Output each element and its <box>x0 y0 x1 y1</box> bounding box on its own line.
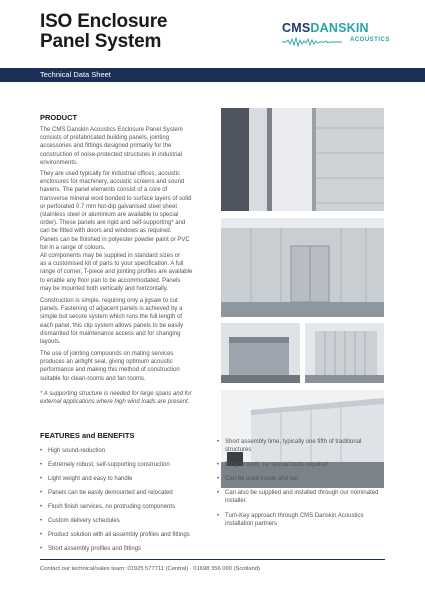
product-paragraph-line: enclosures for machinery, acoustic screens and sound <box>40 179 185 186</box>
bullet-icon: • <box>40 504 43 510</box>
bullet-icon: • <box>40 546 43 552</box>
product-paragraph-line: The use of jointing compounds on mating services <box>40 351 174 357</box>
product-paragraph-line: performance and making this method of construction <box>40 367 180 374</box>
product-paragraph-line: as a customised kit of parts to your specification. A full <box>40 261 184 268</box>
features-heading: FEATURES and BENEFITS <box>40 431 135 440</box>
feature-text: Flush finish services, no protruding components <box>48 504 176 510</box>
product-paragraph-line: Panels can be finished in polyester powder paint or PVC <box>40 236 190 243</box>
product-paragraph-line: havens. The panel elements consist of a core of <box>40 187 168 194</box>
bullet-icon: • <box>40 518 43 524</box>
product-paragraph-line: can be fitted with doors and windows as required. <box>40 228 172 235</box>
product-paragraph-line: Construction is simple, requiring only a jigsaw to cut <box>40 298 178 304</box>
bullet-icon: • <box>217 490 220 496</box>
page-title <box>40 12 167 52</box>
title-line-2: Panel System <box>40 31 162 52</box>
photo-enclosure-exterior <box>305 323 384 383</box>
product-paragraph-line: (stainless steel or aluminium are available to special <box>40 212 179 218</box>
product-paragraph-line: The CMS Danskin Acoustics Enclosure Panel System <box>40 127 183 133</box>
product-heading: PRODUCT <box>40 113 78 122</box>
feature-text: Product solution with all assembly profiles and fittings <box>48 532 190 538</box>
bullet-icon: • <box>217 513 220 519</box>
photo-enclosure-interior <box>221 108 384 211</box>
product-paragraph-line: each panel, this clip system allows panels to be easily <box>40 322 184 329</box>
photo-enclosure-door-art <box>221 218 384 317</box>
feature-text: Custom delivery schedules <box>48 518 120 524</box>
logo-wordmark <box>282 22 369 35</box>
feature-text: Light weight and easy to handle <box>48 476 133 482</box>
product-paragraph-line: transverse mineral wool bonded to surface layers of solid <box>40 195 192 202</box>
sound-wave-icon <box>282 37 342 47</box>
photo-enclosure-door <box>221 218 384 317</box>
product-paragraph-line: They are used typically for industrial offices, acoustic <box>40 171 180 177</box>
feature-text: Short assembly time, typically one fifth of traditional <box>225 439 362 445</box>
page-header <box>0 0 425 68</box>
feature-text: Panels can be easily demounted and relocated <box>48 490 173 496</box>
title-line-1: ISO Enclosure <box>40 11 168 32</box>
product-paragraph-line: dismantled for maintenance access and for changing <box>40 330 181 337</box>
company-logo <box>282 22 392 48</box>
bullet-icon: • <box>217 462 220 468</box>
product-paragraph-line: layouts. <box>40 339 61 345</box>
bullet-icon: • <box>217 476 220 482</box>
bullet-icon: • <box>217 439 220 445</box>
band-label: Technical Data Sheet <box>40 70 111 79</box>
bullet-icon: • <box>40 462 43 468</box>
product-paragraph-line: to enable any floor pan to be accommodated. Panels <box>40 277 181 284</box>
product-paragraph-line: All components may be supplied in standard sizes or <box>40 253 181 259</box>
logo-cms: CMS <box>282 21 311 35</box>
feature-text: Can also be supplied and installed through our nominated <box>225 490 379 496</box>
product-paragraph-line: suitable for clean-rooms and fan rooms. <box>40 375 146 382</box>
product-paragraph-line: may be mounted both vertically and horizontally. <box>40 285 168 292</box>
bullet-icon: • <box>40 490 43 496</box>
photo-enclosure-interior-art <box>221 108 384 211</box>
feature-text: Extremely robust, self-supporting construction <box>48 462 170 468</box>
bullet-icon: • <box>40 448 43 454</box>
product-paragraph-line: accessories and fittings designed primarily for the <box>40 143 172 150</box>
feature-text: installation partners <box>225 520 278 527</box>
product-paragraph-line: produces an airtight seal, giving optimum acoustic <box>40 359 173 366</box>
footer-contact: Contact our technical/sales team: 01925 577711 (Central) · 01698 356 000 (Scotland) <box>40 566 260 572</box>
footer-divider <box>40 559 385 560</box>
product-paragraph-line: foil in a range of colours. <box>40 244 106 251</box>
photo-enclosure-exterior-art <box>305 323 384 383</box>
photo-rooftop-enclosure-art <box>221 323 300 383</box>
feature-text: installer. <box>225 497 248 504</box>
feature-text: Short assembly profiles and fittings <box>48 546 142 552</box>
feature-text: Turn-Key approach through CMS Danskin Acoustics <box>225 513 364 519</box>
feature-text: Can be used inside and out <box>225 476 299 482</box>
product-footnote-line: external applications where high wind loads are present. <box>40 398 190 405</box>
product-footnote-line: * A supporting structure is needed for large spans and for <box>40 391 192 397</box>
bullet-icon: • <box>40 532 43 538</box>
product-paragraph-line: or perforated 0.7 mm hot-dip galvanised steel sheet <box>40 203 178 210</box>
product-paragraph-line: range of corner, T-piece and jointing profiles are available <box>40 269 193 276</box>
feature-text: High sound-reduction <box>48 448 106 454</box>
product-paragraph-line: construction of noise-protected structures in industrial <box>40 151 183 158</box>
product-paragraph-line: panels. Fastening of adjacent panels is achieved by a <box>40 306 183 313</box>
bullet-icon: • <box>40 476 43 482</box>
logo-subtitle: ACOUSTICS <box>350 37 390 43</box>
product-paragraph-line: consists of prefabricated building panels, jointing <box>40 135 170 142</box>
header-band <box>0 68 425 82</box>
product-paragraph-line: environments. <box>40 159 78 166</box>
feature-text: structures <box>225 446 252 453</box>
feature-text: Easy to work, no special tools required <box>225 462 328 468</box>
photo-rooftop-enclosure <box>221 323 300 383</box>
product-paragraph-line: order). These panels are rigid and self-supporting* and <box>40 220 186 227</box>
product-paragraph-line: simple but secure system which runs the full length of <box>40 314 183 321</box>
logo-danskin: DANSKIN <box>310 21 369 35</box>
